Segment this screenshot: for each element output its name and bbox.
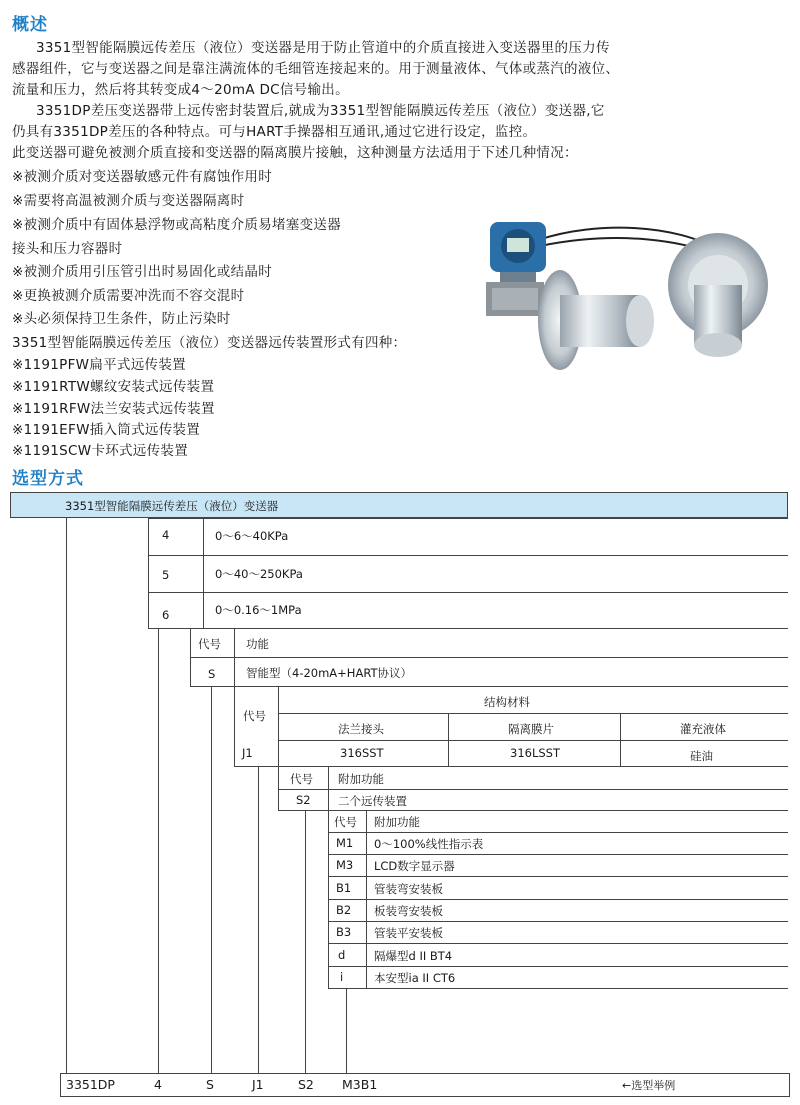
range-code: 5 (162, 568, 170, 582)
material-code-header: 代号 (243, 709, 266, 723)
model-banner-text: 3351型智能隔膜远传差压（液位）变送器 (65, 499, 279, 513)
range-desc: 0～40～250KPa (215, 567, 303, 581)
condition-item: ※头必须保持卫生条件，防止污染时 (12, 311, 231, 327)
material-col-header: 灌充液体 (680, 722, 726, 736)
extra1-header: 附加功能 (338, 772, 384, 786)
extra1-desc: 二个远传装置 (338, 794, 407, 808)
extra2-desc: 隔爆型d II BT4 (374, 949, 453, 963)
model-banner (10, 492, 788, 518)
extra2-desc: 管装弯安装板 (374, 882, 443, 896)
function-header: 功能 (246, 637, 269, 651)
overview-line: 3351型智能隔膜远传差压（液位）变送器是用于防止管道中的介质直接进入变送器里的压力传 (36, 40, 610, 56)
overview-heading: 概述 (12, 15, 48, 35)
device-type-item: ※1191PFW扁平式远传装置 (12, 357, 186, 373)
extra2-desc: 本安型ia II CT6 (374, 971, 456, 985)
range-code: 6 (162, 608, 170, 622)
extra2-code: B3 (336, 925, 352, 939)
range-desc: 0～6～40KPa (215, 529, 289, 543)
condition-item: ※被测介质对变送器敏感元件有腐蚀作用时 (12, 169, 273, 185)
material-col-header: 法兰接头 (338, 722, 384, 736)
range-code: 4 (162, 528, 170, 542)
device-types-intro: 3351型智能隔膜远传差压（液位）变送器远传装置形式有四种： (12, 335, 407, 351)
overview-line: 3351DP差压变送器带上远传密封装置后,就成为3351型智能隔膜远传差压（液位）变送器,它 (36, 103, 605, 119)
material-title: 结构材料 (484, 695, 530, 709)
example-part: M3B1 (342, 1077, 378, 1092)
material-value: 316LSST (510, 746, 560, 760)
extra2-desc: LCD数字显示器 (374, 859, 455, 873)
device-type-item: ※1191RFW法兰安装式远传装置 (12, 401, 215, 417)
selection-example-row (60, 1073, 790, 1097)
extra2-code: d (338, 948, 346, 962)
extra2-code: M1 (336, 836, 354, 850)
device-type-item: ※1191RTW螺纹安装式远传装置 (12, 379, 215, 395)
device-type-item: ※1191SCW卡环式远传装置 (12, 443, 189, 459)
overview-line: 感器组件，它与变送器之间是靠注满流体的毛细管连接起来的。用于测量液体、气体或蒸汽的液位、 (12, 61, 620, 77)
extra1-code: S2 (296, 793, 311, 807)
overview-line: 此变送器可避免被测介质直接和变送器的隔离膜片接触，这种测量方法适用于下述几种情况： (12, 145, 578, 161)
overview-line: 流量和压力，然后将其转变成4～20mA DC信号输出。 (12, 82, 349, 98)
range-desc: 0～0.16～1MPa (215, 603, 302, 617)
material-col-header: 隔离膜片 (508, 722, 554, 736)
function-desc: 智能型（4-20mA+HART协议） (246, 666, 412, 680)
example-part: J1 (252, 1077, 264, 1092)
material-value: 316SST (340, 746, 384, 760)
material-code: J1 (242, 746, 253, 760)
extra2-desc: 0～100%线性指示表 (374, 837, 484, 851)
selection-heading: 选型方式 (12, 469, 84, 489)
extra2-code: B2 (336, 903, 352, 917)
extra2-desc: 板装弯安装板 (374, 904, 443, 918)
example-part: S2 (298, 1077, 314, 1092)
extra1-code-header: 代号 (290, 772, 313, 786)
extra2-desc: 管装平安装板 (374, 926, 443, 940)
function-code: S (208, 667, 216, 681)
example-part: 4 (154, 1077, 162, 1092)
example-note: ←选型举例 (622, 1079, 676, 1092)
condition-item: ※需要将高温被测介质与变送器隔离时 (12, 193, 245, 209)
overview-line: 仍具有3351DP差压的各种特点。可与HART手操器相互通讯,通过它进行设定，监控。 (12, 124, 537, 140)
condition-item: ※被测介质中有固体悬浮物或高粘度介质易堵塞变送器 (12, 217, 342, 233)
extra2-header: 附加功能 (374, 815, 420, 829)
product-photo (478, 210, 788, 380)
extra2-code-header: 代号 (334, 815, 357, 829)
condition-item: ※被测介质用引压管引出时易固化或结晶时 (12, 264, 273, 280)
device-type-item: ※1191EFW插入筒式远传装置 (12, 422, 201, 438)
example-part: 3351DP (66, 1077, 115, 1092)
condition-item: ※更换被测介质需要冲洗而不容交混时 (12, 288, 245, 304)
condition-item: 接头和压力容器时 (12, 241, 123, 257)
material-value: 硅油 (690, 749, 713, 763)
example-part: S (206, 1077, 214, 1092)
extra2-code: M3 (336, 858, 354, 872)
extra2-code: i (340, 970, 344, 984)
extra2-code: B1 (336, 881, 352, 895)
function-code-header: 代号 (198, 637, 221, 651)
